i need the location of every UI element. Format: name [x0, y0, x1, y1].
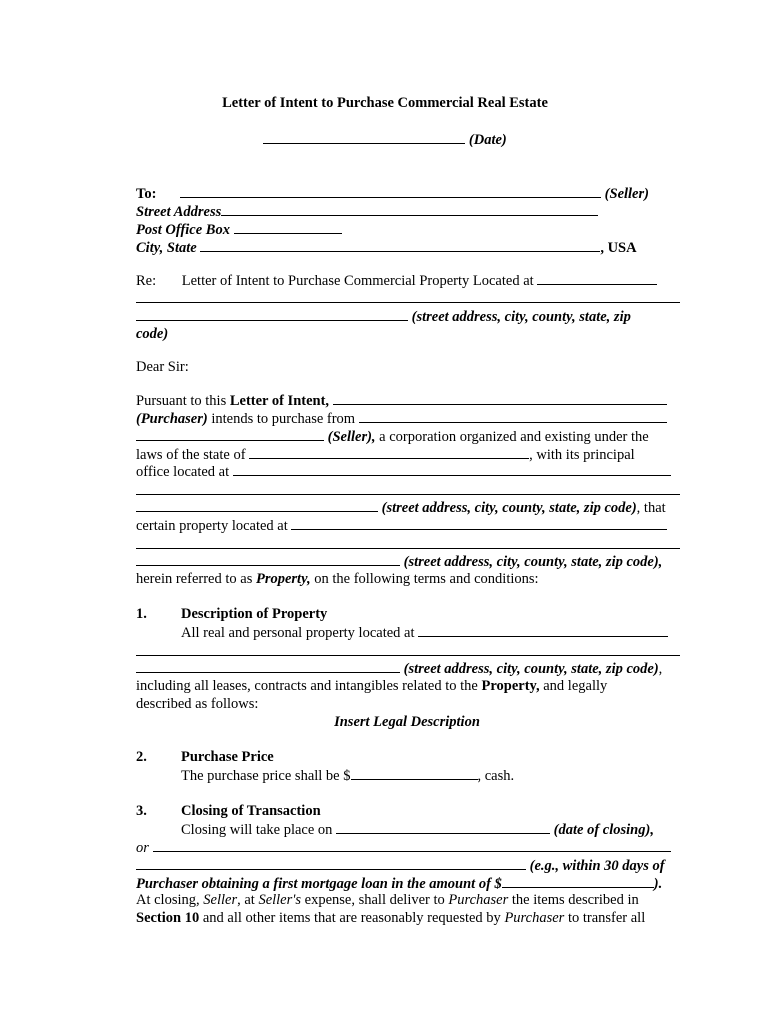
property-location-blank[interactable]: [291, 516, 667, 530]
document-title: Letter of Intent to Purchase Commercial Real Estate: [222, 95, 548, 111]
po-box-label: Post Office Box: [136, 222, 230, 238]
paragraph-line-8: [136, 552, 662, 571]
re-address-blank[interactable]: [136, 307, 408, 321]
legal-description-placeholder: Insert Legal Description: [334, 714, 480, 730]
s1-address-blank[interactable]: [136, 659, 400, 673]
city-state-blank[interactable]: [200, 238, 600, 252]
p1-text-e: , with its principal: [529, 447, 635, 463]
s3-text-b2: , at: [237, 892, 259, 908]
letter-of-intent-term: Letter of Intent,: [229, 393, 330, 409]
seller-label-2: (Seller),: [327, 429, 376, 445]
re-property-blank[interactable]: [537, 271, 657, 285]
address-hint-4: (street address, city, county, state, zip code): [403, 661, 659, 677]
usa-label: , USA: [600, 240, 637, 256]
s1-text-b: including all leases, contracts and intangibles related to the: [136, 678, 482, 694]
city-state-label: City, State: [136, 240, 197, 256]
s3-purchaser-term: Purchaser: [448, 892, 509, 908]
paragraph-line-3: [136, 427, 649, 446]
s3-eg-hint: (e.g., within 30 days of: [529, 858, 665, 874]
section-3-line-2: [136, 838, 671, 857]
section-1-line-3: [136, 677, 607, 695]
s1-location-blank[interactable]: [418, 623, 668, 637]
po-box-line: [136, 220, 342, 239]
s1-address-rule[interactable]: [136, 655, 680, 656]
purchase-price-blank[interactable]: [351, 766, 478, 780]
s3-purchaser-term-2: Purchaser: [504, 910, 565, 926]
re-address-line: [136, 307, 631, 326]
p1-text-c: a corporation organized and existing under the: [375, 429, 649, 445]
purchaser-label: (Purchaser): [136, 411, 208, 427]
section-3-line-5: [136, 891, 639, 909]
s3-text-b5: and all other items that are reasonably requested by: [199, 910, 505, 926]
section-10-ref: Section 10: [136, 910, 200, 926]
section-2-title: Purchase Price: [181, 749, 274, 765]
office-address-blank[interactable]: [233, 462, 671, 476]
state-blank[interactable]: [249, 445, 529, 459]
s3-text-b6: to transfer all: [564, 910, 646, 926]
closing-date-blank[interactable]: [336, 820, 550, 834]
office-address-rule[interactable]: [136, 494, 680, 495]
closing-date-label: (date of closing),: [553, 822, 654, 838]
s1-text-c: and legally: [539, 678, 608, 694]
address-hint-1b: code): [136, 326, 169, 342]
p1-text-j: on the following terms and conditions:: [310, 571, 539, 587]
s3-text-b3: expense, shall deliver to: [301, 892, 449, 908]
section-3-line-3: [136, 856, 665, 875]
section-3-line-1: [181, 820, 654, 839]
s3-text-b1: At closing,: [136, 892, 204, 908]
seller-name-blank[interactable]: [180, 184, 601, 198]
section-3-number: 3.: [136, 803, 147, 819]
mortgage-amount-blank[interactable]: [502, 874, 654, 888]
street-address-blank[interactable]: [221, 202, 598, 216]
paragraph-line-2: [136, 409, 667, 428]
po-box-blank[interactable]: [234, 220, 342, 234]
section-1-line-1: [181, 623, 668, 642]
p1-text-h: certain property located at: [136, 518, 292, 534]
paragraph-line-5: [136, 462, 671, 481]
s3-text-b4: the items described in: [508, 892, 639, 908]
city-state-line: [136, 238, 637, 257]
paragraph-line-1: [136, 391, 667, 410]
s1-property-term: Property,: [481, 678, 540, 694]
re-line: [136, 271, 657, 290]
closing-alt-blank[interactable]: [153, 838, 671, 852]
street-address-label: Street Address: [136, 204, 222, 220]
seller-from-blank[interactable]: [359, 409, 667, 423]
address-hint-2: (street address, city, county, state, zip code): [381, 500, 637, 516]
purchaser-name-blank[interactable]: [333, 391, 667, 405]
property-address-rule[interactable]: [136, 548, 680, 549]
date-label: (Date): [468, 132, 507, 148]
date-blank[interactable]: [263, 130, 465, 144]
property-address-blank[interactable]: [136, 552, 400, 566]
s1-text-a: All real and personal property located at: [181, 625, 419, 641]
office-address-blank-2[interactable]: [136, 498, 378, 512]
s3-text-a: Closing will take place on: [181, 822, 337, 838]
section-1-line-2: [136, 659, 662, 678]
date-line: [0, 130, 770, 149]
to-label: To:: [136, 186, 157, 202]
s3-seller-term: Seller: [203, 892, 238, 908]
s1-comma: ,: [658, 661, 663, 677]
seller-label: (Seller): [604, 186, 649, 202]
p1-text-i: herein referred to as: [136, 571, 256, 587]
re-label: Re:: [136, 273, 157, 289]
address-hint-1: (street address, city, county, state, zip: [411, 309, 631, 325]
p1-text-d: laws of the state of: [136, 447, 250, 463]
s3-end: ).: [653, 876, 663, 892]
s3-or: or: [136, 840, 149, 856]
section-2-line-1: [181, 766, 514, 785]
s3-mortgage-text: Purchaser obtaining a first mortgage loan in the amount of $: [136, 876, 502, 892]
street-address-line: [136, 202, 598, 221]
section-3-title: Closing of Transaction: [181, 803, 321, 819]
salutation: Dear Sir:: [136, 359, 189, 375]
paragraph-line-9: [136, 570, 539, 588]
p1-text-f: office located at: [136, 464, 233, 480]
p1-text-a: Pursuant to this: [136, 393, 230, 409]
s2-text-b: , cash.: [477, 768, 515, 784]
section-1-line-4: described as follows:: [136, 696, 259, 712]
to-line: [136, 184, 649, 203]
closing-alt-blank-2[interactable]: [136, 856, 526, 870]
p1-text-g: , that: [636, 500, 666, 516]
paragraph-line-7: [136, 516, 667, 535]
section-3-line-6: [136, 909, 645, 927]
s3-sellers-term: Seller's: [258, 892, 302, 908]
section-2-number: 2.: [136, 749, 147, 765]
re-text: Letter of Intent to Purchase Commercial Property Located at: [181, 273, 534, 289]
seller-name-blank-2[interactable]: [136, 427, 324, 441]
property-term: Property,: [255, 571, 311, 587]
p1-text-b: intends to purchase from: [207, 411, 359, 427]
re-address-rule[interactable]: [136, 302, 680, 303]
section-1-title: Description of Property: [181, 606, 328, 622]
s2-text-a: The purchase price shall be $: [181, 768, 351, 784]
paragraph-line-6: [136, 498, 666, 517]
address-hint-3: (street address, city, county, state, zip code),: [403, 554, 663, 570]
section-1-number: 1.: [136, 606, 147, 622]
